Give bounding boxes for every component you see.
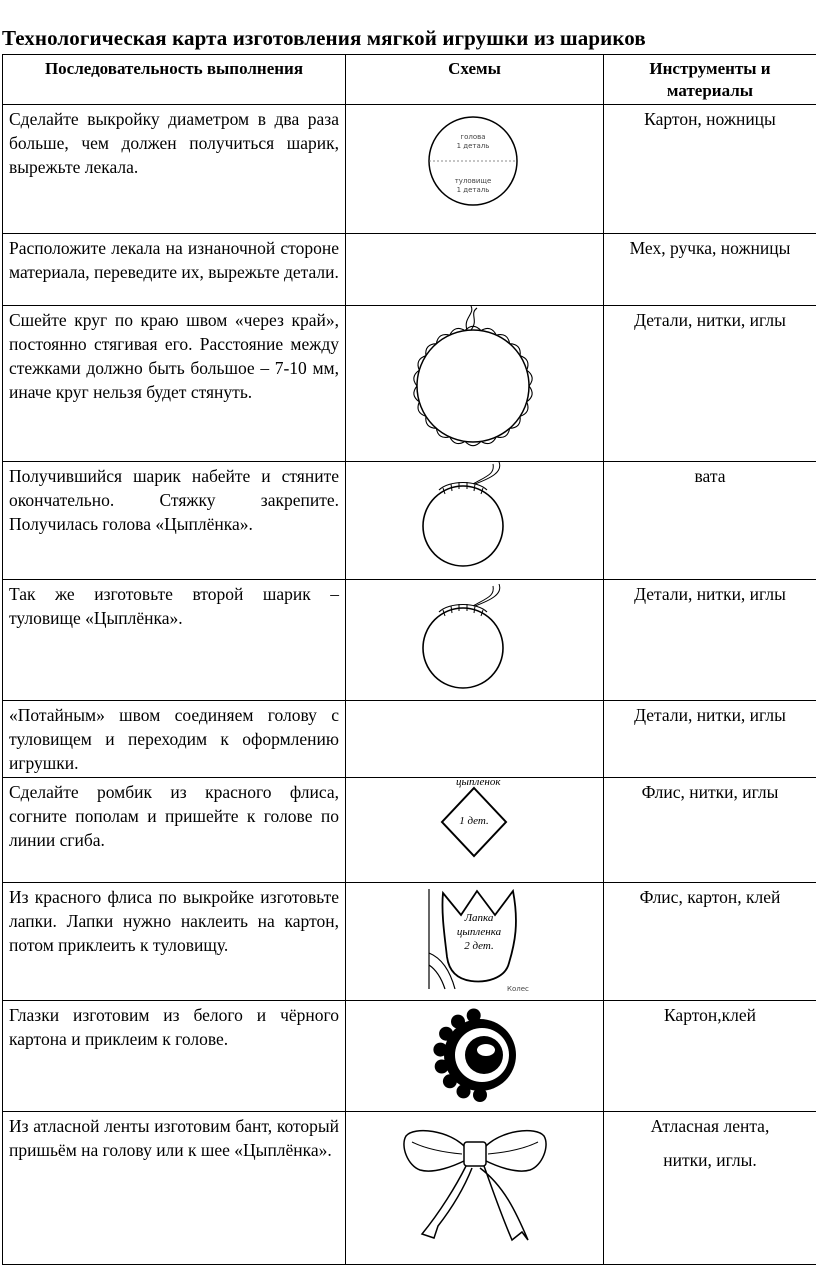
table-row — [3, 234, 816, 306]
step-text: Сделайте выкройку диаметром в два раза больше, чем должен получиться шарик, вырежьте лекала. — [3, 105, 346, 234]
tools-cell — [604, 1112, 816, 1265]
scheme-cell-empty — [346, 234, 604, 306]
step-text: Так же изготовьте второй шарик – туловище «Цыплёнка». — [3, 580, 346, 701]
table-row — [3, 105, 816, 234]
table-row — [3, 462, 816, 580]
scheme-cell — [346, 306, 604, 462]
tools-text: Картон,клей — [604, 1001, 816, 1112]
ball-head-icon — [415, 462, 535, 574]
stitched-circle-icon — [405, 306, 545, 454]
paw-label-1: Лапка — [464, 912, 493, 924]
step-text: Сшейте круг по краю швом «через край», постоянно стягивая его. Расстояние между стежками должно быть большое – 7-10 мм, иначе круг нельзя будет стянуть. — [3, 306, 346, 462]
ball-body-icon — [415, 582, 535, 694]
table-row — [3, 778, 816, 883]
table-row — [3, 701, 816, 778]
paw-pattern-icon — [415, 883, 535, 993]
header-tools: Инструменты и материалы — [604, 55, 816, 105]
tools-text: Детали, нитки, иглы — [604, 580, 816, 701]
tools-text: Детали, нитки, иглы — [604, 701, 816, 778]
pattern-label-count1: 1 деталь — [456, 142, 489, 150]
step-text: Получившийся шарик набейте и стяните окончательно. Стяжку закрепите. Получилась голова «Цыплёнка». — [3, 462, 346, 580]
tools-text: вата — [604, 462, 816, 580]
tools-text: Картон, ножницы — [604, 105, 816, 234]
step-text: Глазки изготовим из белого и чёрного картона и приклеим к голове. — [3, 1001, 346, 1112]
step-text: Сделайте ромбик из красного флиса, согните пополам и пришейте к голове по линии сгиба. — [3, 778, 346, 883]
scheme-cell — [346, 1112, 604, 1265]
scheme-cell — [346, 105, 604, 234]
table-row — [3, 1001, 816, 1112]
header-step: Последовательность выполнения — [3, 55, 346, 105]
step-text: Из красного флиса по выкройке изготовьте лапки. Лапки нужно наклеить на картон, потом приклеить к туловищу. — [3, 883, 346, 1001]
paw-label-4: Колес — [506, 985, 529, 993]
table-row — [3, 306, 816, 462]
scheme-cell — [346, 883, 604, 1001]
table-row — [3, 1112, 816, 1265]
bow-icon — [400, 1116, 550, 1256]
scheme-cell — [346, 462, 604, 580]
pattern-label-body: туловище — [454, 177, 491, 185]
pattern-label-count2: 1 деталь — [456, 186, 489, 194]
table-row — [3, 580, 816, 701]
tech-card-table — [2, 54, 816, 1265]
tools-text: Атласная лента, — [650, 1116, 770, 1136]
scheme-cell-empty — [346, 701, 604, 778]
scheme-cell — [346, 580, 604, 701]
table-header-row — [3, 55, 816, 105]
rhombus-label-count: 1 дет. — [458, 815, 489, 827]
header-scheme: Схемы — [346, 55, 604, 105]
step-text: Расположите лекала на изнаночной стороне материала, переведите их, вырежьте детали. — [3, 234, 346, 306]
rhombus-icon — [420, 778, 530, 876]
rhombus-label-top: цыпленок — [455, 778, 501, 788]
page-title: Технологическая карта изготовления мягкой игрушки из шариков — [2, 26, 646, 50]
tools-text: Флис, картон, клей — [604, 883, 816, 1001]
pattern-circle-icon — [415, 111, 535, 211]
pattern-label-head: голова — [459, 133, 486, 141]
tools-text: Флис, нитки, иглы — [604, 778, 816, 883]
table-row — [3, 883, 816, 1001]
step-text: Из атласной ленты изготовим бант, который пришьём на голову или к шее «Цыплёнка». — [3, 1112, 346, 1265]
scheme-cell — [346, 1001, 604, 1112]
step-text: «Потайным» швом соединяем голову с туловищем и переходим к оформлению игрушки. — [3, 701, 346, 778]
eye-icon — [420, 1001, 530, 1105]
tools-text: Детали, нитки, иглы — [604, 306, 816, 462]
tools-text: Мех, ручка, ножницы — [604, 234, 816, 306]
paw-label-3: 2 дет. — [463, 940, 494, 952]
scheme-cell — [346, 778, 604, 883]
paw-label-2: цыпленка — [456, 926, 501, 938]
tools-text-line2: нитки, иглы. — [663, 1150, 757, 1170]
